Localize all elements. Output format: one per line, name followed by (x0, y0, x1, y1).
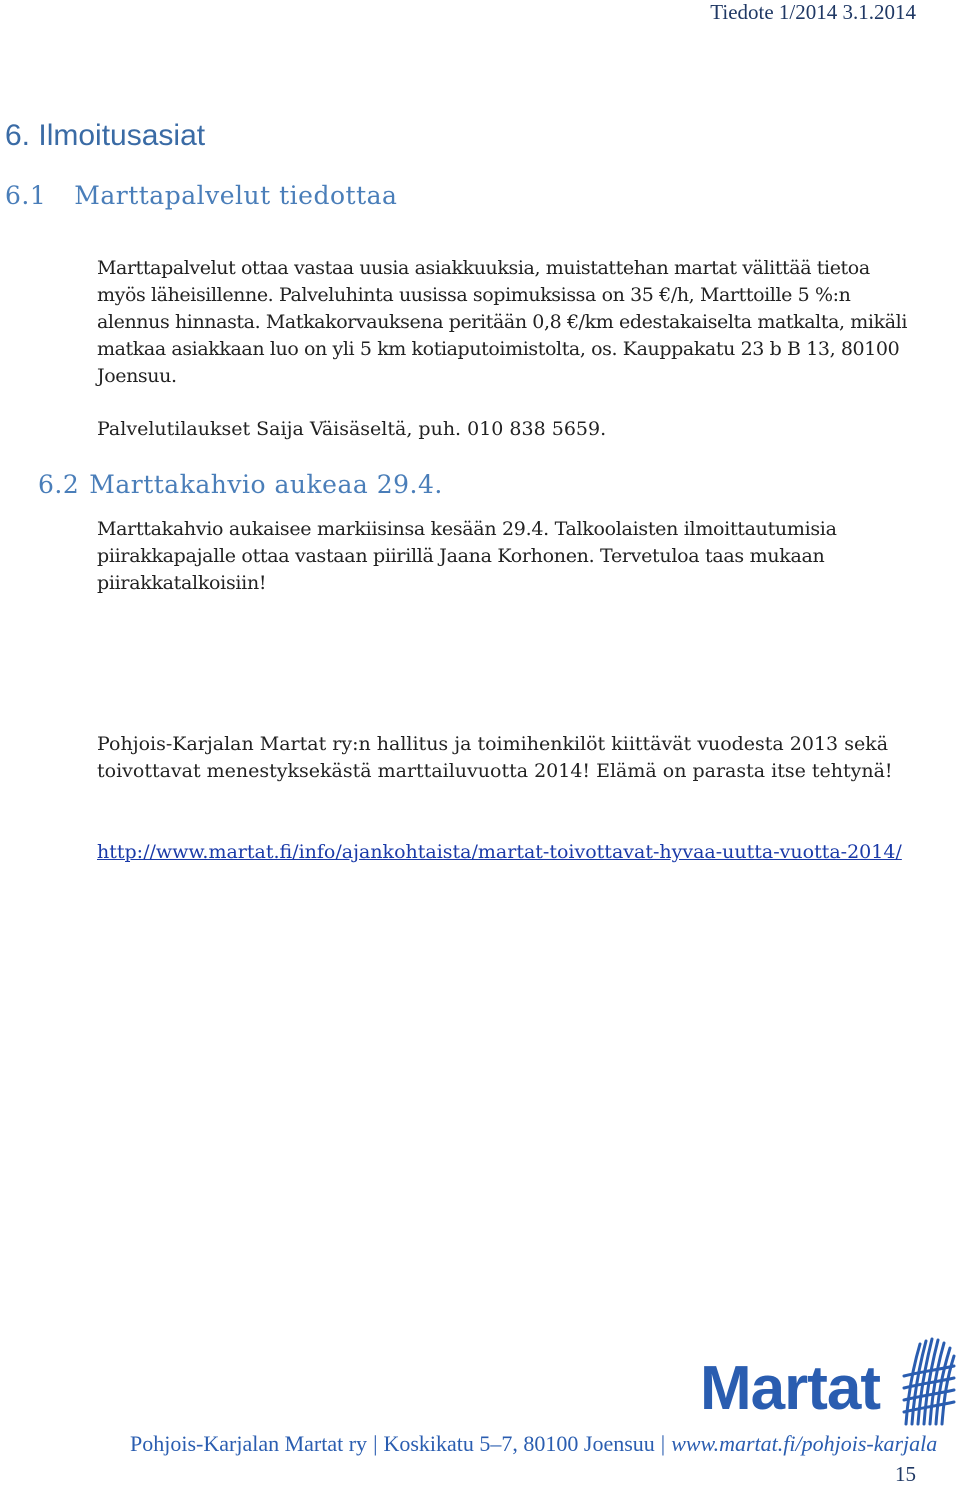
martat-news-link[interactable]: http://www.martat.fi/info/ajankohtaista/martat-toivottavat-hyvaa-uutta-vuotta-2014/ (97, 841, 902, 863)
section-6-1-heading (5, 181, 397, 211)
greeting-link-paragraph (97, 839, 912, 866)
page-number: 15 (895, 1462, 916, 1486)
section-6-heading (5, 118, 205, 154)
footer-org: Pohjois-Karjalan Martat ry (130, 1431, 368, 1456)
section-6-title: Ilmoitusasiat (38, 119, 206, 152)
footer-separator: | (660, 1431, 666, 1456)
footer-separator: | (373, 1431, 378, 1456)
marttapalvelut-paragraph: Marttapalvelut ottaa vastaa uusia asiakkuuksia, muistattehan martat välittää tietoa myös läheisillenne. Palveluhinta uusissa sopimuksissa on 35 €/h, Marttoille 5 %:n alennus hinnasta. Matkakorvauksena peritään 0,8 €/km edestakaiselta matkalta, mikäli matkaa asiakkaan luo on yli 5 km kotiaputoimistolta, os. Kauppakatu 23 b B 13, 80100 Joensuu. (97, 257, 907, 387)
martat-weave-icon (900, 1336, 956, 1426)
section-6-2-number: 6.2 (38, 470, 80, 499)
section-6-2-title: Marttakahvio aukeaa 29.4. (89, 470, 443, 499)
marttakahvio-paragraph: Marttakahvio aukaisee markiisinsa kesään 29.4. Talkoolaisten ilmoittautumisia piirakkapajalle ottaa vastaan piirillä Jaana Korhonen. Tervetuloa taas mukaan piirakkatalkoisiin! (97, 518, 837, 594)
greeting-paragraph: Pohjois-Karjalan Martat ry:n hallitus ja toimihenkilöt kiittävät vuodesta 2013 sekä toivottavat menestyksekästä marttailuvuotta 2014! Elämä on parasta itse tehtynä! (97, 733, 893, 782)
footer-address: Koskikatu 5–7, 80100 Joensuu (383, 1431, 655, 1456)
section-6-1-number: 6.1 (5, 181, 47, 210)
section-6-1-title: Marttapalvelut tiedottaa (74, 181, 398, 210)
footer-url: www.martat.fi/pohjois-karjala (671, 1431, 938, 1456)
palvelutilaukset-paragraph: Palvelutilaukset Saija Väisäseltä, puh. 010 838 5659. (97, 418, 607, 440)
header-date: Tiedote 1/2014 3.1.2014 (710, 0, 916, 24)
logo-wordmark: Martat (700, 1354, 881, 1423)
footer-contact (130, 1427, 950, 1461)
martat-logo (700, 1336, 956, 1426)
section-6-2-heading (38, 470, 443, 500)
section-6-number: 6. (5, 119, 31, 152)
